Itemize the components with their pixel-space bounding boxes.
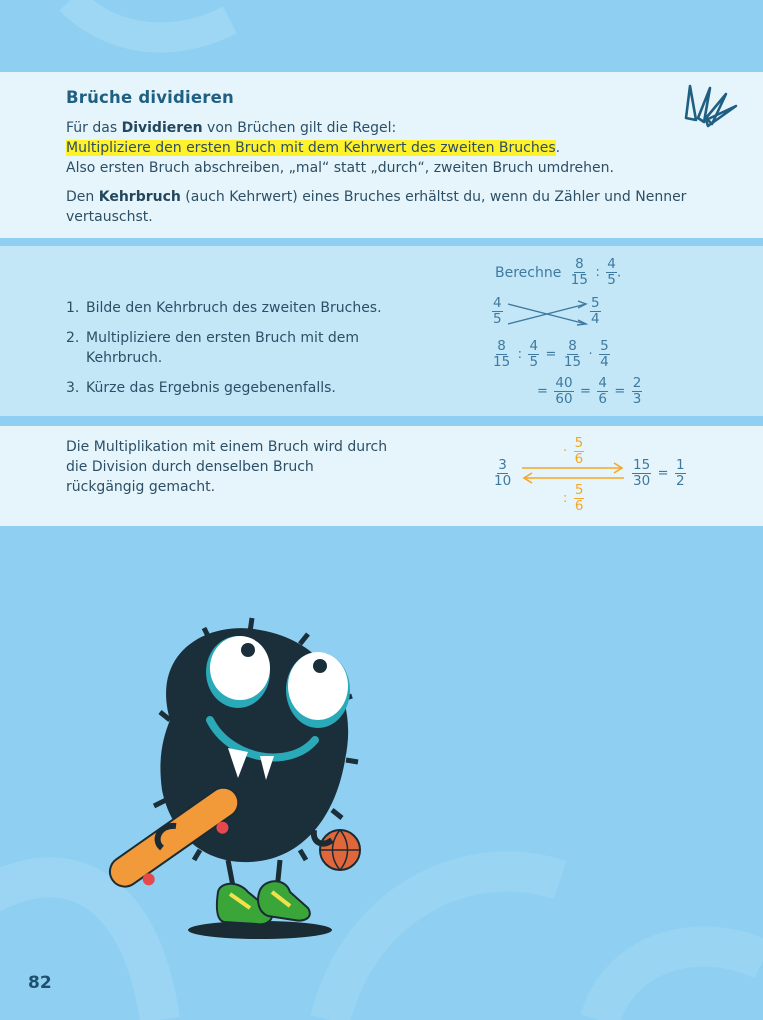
rule-end: .	[555, 140, 561, 156]
inverse-arrows-icon	[520, 462, 626, 484]
step-number: 1.	[66, 300, 80, 316]
swap-left-fraction: $\frac{4}{5}$	[493, 295, 502, 327]
page-number: 82	[28, 973, 52, 993]
calc-line-2: $\frac{8}{15}$ : $\frac{4}{5}$ = $\frac{8}{15}$ · $\frac{5}{4}$	[493, 338, 609, 370]
inverse-result: $\frac{15}{30}$ = $\frac{1}{2}$	[633, 457, 685, 489]
kehr-post: (auch Kehrwert) eines Bruches erhältst du, wenn du Zähler und Nenner vertauschst.	[66, 189, 687, 225]
rule-highlight: Multipliziere den ersten Bruch mit dem Kehrwert des zweiten Bruches	[66, 140, 556, 156]
step-text: Kürze das Ergebnis gegebenenfalls.	[86, 380, 336, 396]
example-task	[493, 257, 621, 288]
step-number: 3.	[66, 380, 80, 396]
page-title: Brüche dividieren	[66, 88, 234, 107]
monster-mascot-illustration	[100, 610, 370, 950]
list-item	[66, 328, 386, 368]
swap-right-fraction: $\frac{5}{4}$	[591, 295, 600, 327]
rule-text	[66, 118, 706, 178]
inverse-text: Die Multiplikation mit einem Bruch wird durch die Division durch denselben Bruch rückgängig gemacht.	[66, 439, 388, 495]
inverse-divide-label: : $\frac{5}{6}$	[563, 482, 584, 514]
inverse-multiply-label: · $\frac{5}{6}$	[563, 435, 584, 467]
steps-list	[66, 298, 386, 408]
list-item	[66, 298, 386, 318]
kehrbruch-text	[66, 187, 706, 227]
step-number: 2.	[66, 330, 80, 346]
example-label: Berechne	[495, 264, 562, 281]
calc-line-3: = $\frac{40}{60}$ = $\frac{4}{6}$ = $\frac{2}{3}$	[537, 375, 642, 407]
fraction: $\frac{8}{15}$	[570, 256, 588, 288]
inverse-start-fraction: $\frac{3}{10}$	[494, 457, 512, 489]
step-text: Multipliziere den ersten Bruch mit dem Kehrbruch.	[86, 330, 360, 366]
operator: :	[595, 265, 600, 280]
swap-arrows-icon	[506, 300, 590, 328]
rule-explanation: Also ersten Bruch abschreiben, „mal“ statt „durch“, zweiten Bruch umdrehen.	[66, 160, 614, 176]
list-item	[66, 378, 386, 398]
step-text: Bilde den Kehrbruch des zweiten Bruches.	[86, 300, 382, 316]
kehr-pre: Den	[66, 189, 99, 205]
intro-text-end: von Brüchen gilt die Regel:	[202, 120, 397, 136]
fraction: $\frac{4}{5}$	[607, 256, 616, 288]
intro-text: Für das	[66, 120, 122, 136]
kehr-bold: Kehrbruch	[98, 189, 181, 205]
intro-bold: Dividieren	[121, 120, 203, 136]
period: .	[616, 264, 622, 281]
